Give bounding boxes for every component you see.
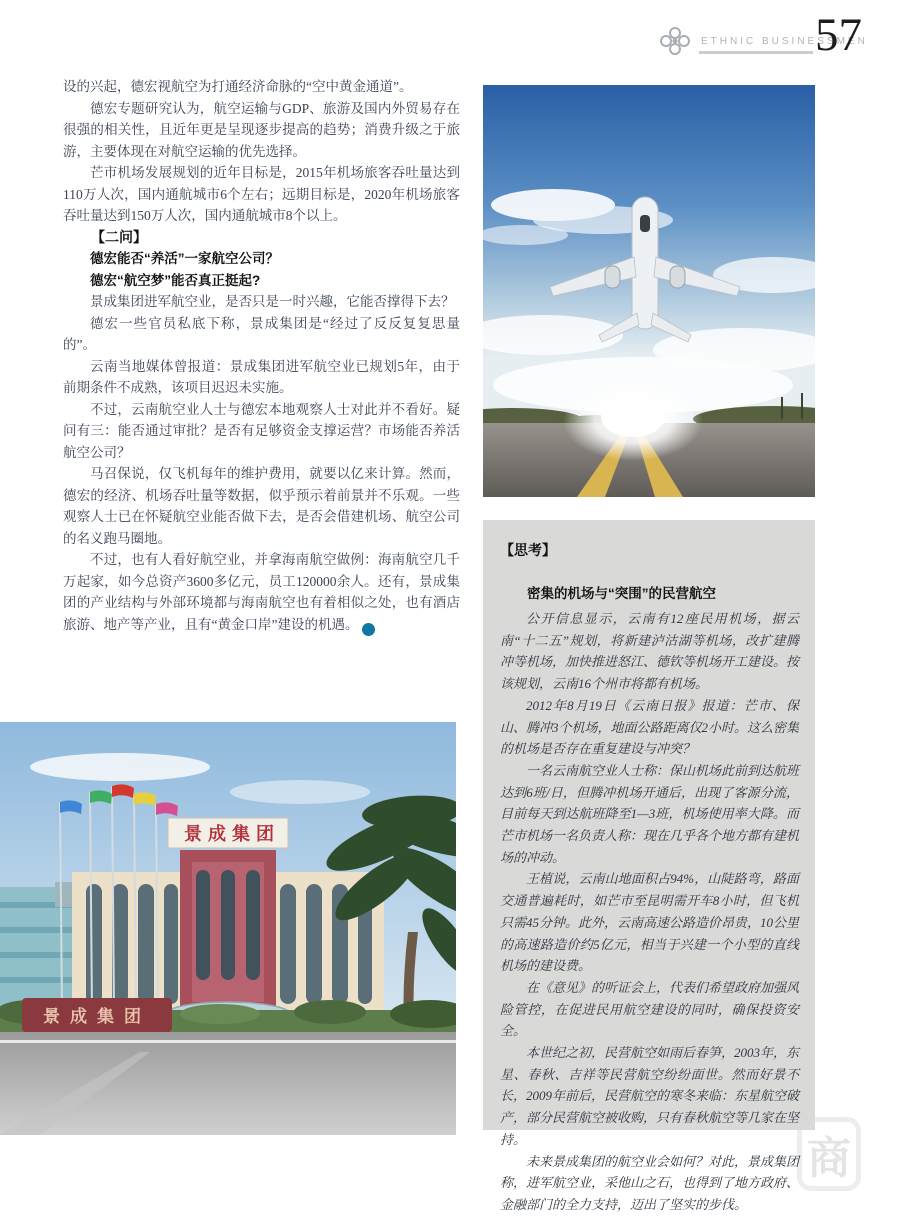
article-end-icon: ▲: [362, 623, 375, 636]
article-paragraph: 设的兴起，德宏视航空为打通经济命脉的“空中黄金通道”。: [63, 79, 413, 94]
article-question: 德宏“航空梦”能否真正挺起?: [90, 272, 261, 288]
airplane-takeoff-photo: [483, 85, 815, 497]
think-box-title: 密集的机场与“突围”的民营航空: [527, 586, 716, 601]
article-paragraph: [63, 549, 460, 636]
flower-ornament-icon: [656, 24, 694, 58]
article-paragraph: 云南当地媒体曾报道：景成集团进军航空业已规划5年，由于前期条件不成熟，该项目迟迟未实施。: [63, 358, 460, 395]
think-box-paragraph: 王植说，云南山地面积占94%，山陡路弯，路面交通普遍耗时，如芒市至昆明需开车8小时，但飞机只需45分钟。此外，云南高速公路造价昂贵，10公里的高速路造价约5亿元，相当于兴建一个小型的直线机场的建设费。: [500, 871, 800, 974]
article-column: [63, 76, 460, 636]
article-paragraph: 德宏专题研究认为，航空运输与GDP、旅游及国内外贸易存在很强的相关性，且近年更是呈现逐步提高的趋势；消费升级之于旅游，主要体现在对航空运输的优先选择。: [63, 100, 460, 159]
curb-line: [0, 1040, 456, 1043]
think-box-paragraph: 在《意见》的听证会上，代表们希望政府加强风险管控，在促进民用航空建设的同时，确保投资安全。: [500, 979, 800, 1039]
section-label: 【二问】: [91, 228, 147, 245]
publisher-watermark: 商: [797, 1117, 861, 1191]
page-number: 57: [815, 9, 862, 61]
sun-glare-core: [601, 397, 665, 437]
think-box-paragraph: 一名云南航空业人士称：保山机场此前到达航班达到6班/日，但腾冲机场开通后，出现了客源分流，目前每天到达航班降至1—3班，机场使用率大降。而芒市机场一名负责人称：现在几乎各个地方都有建机场的冲动。: [500, 762, 800, 865]
gate-sign: [22, 998, 172, 1032]
think-box: [483, 520, 815, 1212]
think-box-paragraph: 公开信息显示，云南有12座民用机场，据云南“十二五”规划，将新建泸沽湖等机场，改扩建腾冲等机场，加快推进怒江、德钦等机场开工建设。按该规划，云南16个州市将都有机场。: [500, 611, 800, 692]
road: [0, 1032, 456, 1135]
gate-sign-text: 景成集团: [43, 1007, 151, 1026]
header-rule: [699, 51, 813, 54]
rooftop-sign-text: 景成集团: [184, 824, 280, 844]
article-paragraph-text: 不过，也有人看好航空业，并拿海南航空做例：海南航空几千万起家，如今总资产3600多亿元，员工120000余人。还有，景成集团的产业结构与外部环境都与海南航空也有着相似之处，也有酒店旅游、地产等产业，且有“黄金口岸”建设的机遇。: [63, 552, 460, 632]
think-box-paragraph: 未来景成集团的航空业会如何？对此，景成集团称，进军航空业，采他山之石，也得到了地方政府、金融部门的全力支持，迈出了坚实的步伐。: [500, 1153, 800, 1212]
article-paragraph: 德宏一些官员私底下称，景成集团是“经过了反反复复思量的”。: [63, 315, 460, 352]
article-paragraph: 景成集团进军航空业，是否只是一时兴趣，它能否撑得下去？: [90, 294, 455, 309]
article-question: 德宏能否“养活”一家航空公司？: [90, 251, 279, 266]
think-box-label: 【思考】: [500, 542, 556, 558]
article-paragraph: 不过，云南航空业人士与德宏本地观察人士对此并不看好。疑问有三：能否通过审批？是否有足够资金支撑运营？市场能否养活航空公司？: [63, 401, 460, 460]
jingcheng-group-building-photo: [0, 722, 456, 1135]
journal-name: ETHNIC BUSINESSMEN: [701, 36, 868, 47]
article-paragraph: 马召保说，仅飞机每年的维护费用，就要以亿来计算。然而，德宏的经济、机场吞吐量等数据，似乎预示着前景并不乐观。一些观察人士已在怀疑航空业能否做下去，是否会借建机场、航空公司的名义跑马圈地。: [63, 466, 460, 546]
article-paragraph: 芒市机场发展规划的近年目标是，2015年机场旅客吞吐量达到110万人次，国内通航城市6个左右；远期目标是，2020年机场旅客吞吐量达到150万人次，国内通航城市8个以上。: [63, 165, 460, 223]
think-box-paragraph: 2012年8月19日《云南日报》报道：芒市、保山、腾冲3个机场，地面公路距离仅2小时。这么密集的机场是否存在重复建设与冲突？: [500, 697, 800, 757]
think-box-paragraph: 本世纪之初，民营航空如雨后春笋，2003年，东星、春秋、吉祥等民营航空纷纷面世。然而好景不长，2009年前后，民营航空的寒冬来临：东星航空破产，部分民营航空被收购，只有春秋航空等几家在坚持。: [500, 1045, 800, 1147]
